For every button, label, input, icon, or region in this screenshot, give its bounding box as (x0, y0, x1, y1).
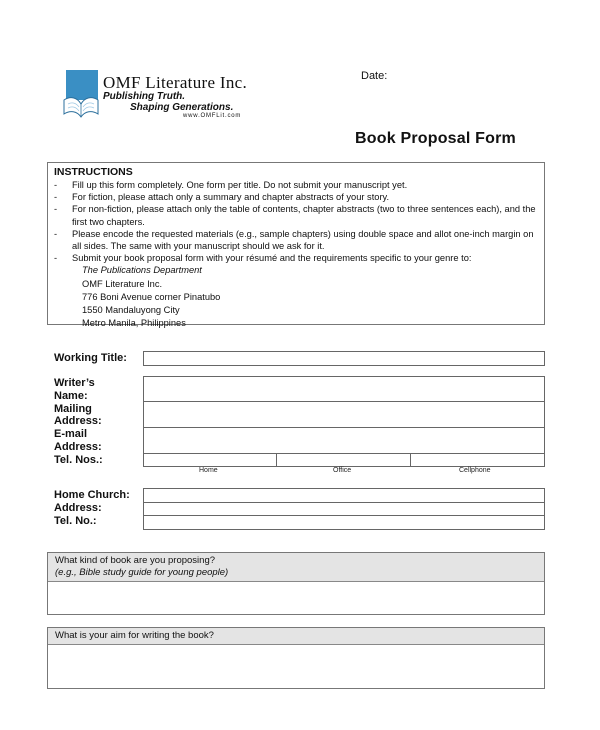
writers-name-field[interactable] (143, 376, 545, 402)
tel-cellphone-field[interactable] (410, 453, 545, 467)
book-type-example: (e.g., Bible study guide for young people) (55, 567, 229, 578)
instruction-item: - Please encode the requested materials (e.g., sample chapters) using double space and allot one-inch margin on all sides. The same with your manuscript should we ask for it. (54, 228, 536, 252)
submission-address (54, 264, 536, 330)
date-label: Date: (361, 70, 388, 82)
working-title-label: Working Title: (54, 352, 127, 364)
tel-home-caption: Home (199, 467, 218, 474)
instructions-box (47, 162, 545, 329)
tel-home-field[interactable] (143, 453, 277, 467)
instruction-item: - For non-fiction, please attach only the table of contents, chapter abstracts (two to three sentences each), and the first two chapters. (54, 203, 536, 227)
tagline-line-1: Publishing Truth. (103, 91, 186, 102)
book-aim-answer-area[interactable] (48, 645, 544, 691)
book-type-question-box (47, 552, 545, 615)
address-company: OMF Literature Inc. (82, 278, 163, 289)
email-address-label-1: E-mail (54, 428, 88, 441)
mailing-address-label-1: Mailing (54, 402, 92, 415)
company-website: www.OMFLit.com (183, 113, 242, 119)
address-department: The Publications Department (82, 265, 202, 276)
form-title: Book Proposal Form (355, 130, 516, 147)
book-type-question: What kind of book are you proposing? (55, 555, 216, 566)
writers-name-label-2: Name: (54, 389, 88, 402)
address-street: 776 Boni Avenue corner Pinatubo (82, 291, 221, 302)
instructions-heading: INSTRUCTIONS (54, 166, 133, 178)
church-address-label: Address: (54, 501, 102, 514)
book-type-answer-area[interactable] (48, 582, 544, 616)
church-info-labels (54, 489, 130, 527)
book-aim-question: What is your aim for writing the book? (55, 630, 214, 641)
church-tel-label: Tel. No.: (54, 514, 97, 527)
company-name: OMF Literature Inc. (103, 73, 248, 92)
book-aim-question-header (48, 628, 544, 645)
mailing-address-label-2: Address: (54, 415, 102, 428)
mailing-address-field[interactable] (143, 401, 545, 428)
tel-cellphone-caption: Cellphone (459, 467, 491, 474)
writers-name-label-1: Writer’s (54, 377, 95, 389)
home-church-field[interactable] (143, 488, 545, 503)
tel-office-field[interactable] (276, 453, 411, 467)
church-address-field[interactable] (143, 502, 545, 516)
home-church-label: Home Church: (54, 489, 130, 501)
instruction-item: - Fill up this form completely. One form per title. Do not submit your manuscript yet. (54, 179, 536, 191)
writer-info-labels (54, 377, 103, 467)
address-region: Metro Manila, Philippines (82, 318, 186, 329)
church-tel-field[interactable] (143, 515, 545, 530)
tel-office-caption: Office (333, 467, 352, 474)
tagline-line-2: Shaping Generations. (130, 102, 234, 113)
instructions-list (54, 179, 536, 264)
instruction-item: - Submit your book proposal form with your résumé and the requirements specific to your genre to: (54, 252, 536, 264)
open-book-logo-icon (62, 70, 100, 118)
working-title-field[interactable] (143, 351, 545, 366)
address-city: 1550 Mandaluyong City (82, 305, 180, 316)
book-aim-question-box (47, 627, 545, 689)
book-type-question-header (48, 553, 544, 582)
instruction-item: - For fiction, please attach only a summary and chapter abstracts of your story. (54, 191, 536, 203)
email-address-field[interactable] (143, 427, 545, 454)
tel-nos-label: Tel. Nos.: (54, 453, 103, 466)
email-address-label-2: Address: (54, 440, 102, 453)
